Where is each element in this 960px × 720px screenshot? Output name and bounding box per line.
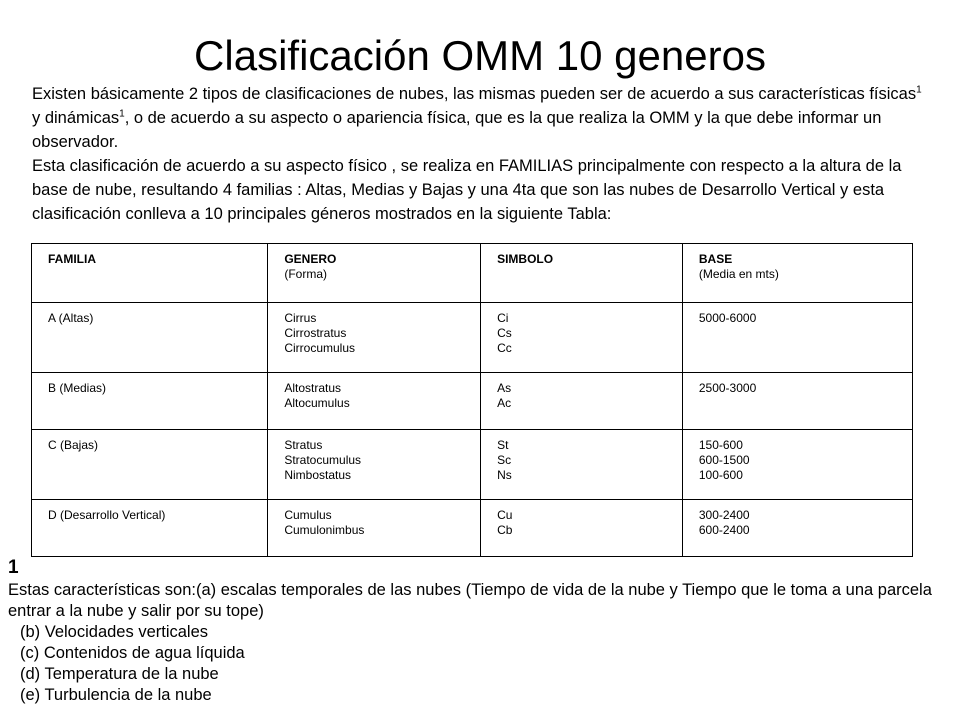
cell-familia xyxy=(32,500,268,557)
cell-base xyxy=(682,500,912,557)
familia-value: D (Desarrollo Vertical) xyxy=(48,508,166,522)
base-value: 600-1500 xyxy=(698,453,750,467)
header-familia-label: FAMILIA xyxy=(48,252,96,266)
familia-value: A (Altas) xyxy=(48,311,94,325)
genero-value: Stratus xyxy=(284,438,323,452)
simbolo-value: Sc xyxy=(497,453,512,467)
footnote-item: (e) Turbulencia de la nube xyxy=(20,686,212,704)
familia-value: C (Bajas) xyxy=(48,438,99,452)
base-value: 300-2400 xyxy=(698,508,750,522)
cell-genero xyxy=(268,430,481,500)
header-simbolo xyxy=(481,244,683,303)
header-base-label: BASE xyxy=(698,252,733,266)
cell-simbolo xyxy=(481,373,683,430)
footnote-item: (b) Velocidades verticales xyxy=(20,623,209,641)
header-genero-label: GENERO xyxy=(284,252,337,266)
cell-simbolo xyxy=(481,303,683,373)
cell-genero xyxy=(268,500,481,557)
table-header-row xyxy=(32,244,913,303)
simbolo-value: Cc xyxy=(497,341,512,355)
base-value: 600-2400 xyxy=(698,523,750,537)
cell-genero xyxy=(268,303,481,373)
simbolo-value: Ac xyxy=(497,396,512,410)
cell-simbolo xyxy=(481,500,683,557)
cell-base xyxy=(682,373,912,430)
header-familia xyxy=(32,244,268,303)
cell-familia xyxy=(32,303,268,373)
genero-value: Altocumulus xyxy=(284,396,350,410)
intro-p1-part-b: y dinámicas xyxy=(32,109,120,127)
simbolo-value: Cs xyxy=(497,326,512,340)
familia-value: B (Medias) xyxy=(48,381,107,395)
footnote-item: (c) Contenidos de agua líquida xyxy=(20,644,245,662)
footnote xyxy=(8,556,958,706)
base-value: 5000-6000 xyxy=(698,311,757,325)
cell-base xyxy=(682,430,912,500)
intro-p1-part-a: Existen básicamente 2 tipos de clasificaciones de nubes, las mismas pueden ser de acuerdo a sus características físicas xyxy=(32,85,917,103)
simbolo-value: Ci xyxy=(497,311,509,325)
table-row xyxy=(32,430,913,500)
simbolo-value: St xyxy=(497,438,509,452)
genero-value: Nimbostatus xyxy=(284,468,352,482)
genero-value: Stratocumulus xyxy=(284,453,362,467)
intro-p1-part-c: , o de acuerdo a su aspecto o apariencia física, que es la que realiza la OMM y la que debe informar un observador. xyxy=(32,109,882,151)
genero-value: Cumulonimbus xyxy=(284,523,365,537)
header-base xyxy=(682,244,912,303)
genero-value: Cirrostratus xyxy=(284,326,347,340)
cell-familia xyxy=(32,373,268,430)
table-row xyxy=(32,500,913,557)
table-row xyxy=(32,373,913,430)
intro-paragraph-1 xyxy=(32,82,932,154)
header-simbolo-label: SIMBOLO xyxy=(497,252,554,266)
intro-text xyxy=(32,82,932,226)
cell-simbolo xyxy=(481,430,683,500)
simbolo-value: As xyxy=(497,381,512,395)
base-value: 2500-3000 xyxy=(698,381,757,395)
genero-value: Cumulus xyxy=(284,508,332,522)
intro-paragraph-2: Esta clasificación de acuerdo a su aspecto físico , se realiza en FAMILIAS principalmente con respecto a la altura de la base de nube, resultando 4 familias : Altas, Medias y Bajas y una 4ta que son las nubes de Desarrollo Vertical y esta clasificación conlleva a 10 principales géneros mostrados en la siguiente Tabla: xyxy=(32,157,902,223)
simbolo-value: Cb xyxy=(497,523,513,537)
table-row xyxy=(32,303,913,373)
header-genero xyxy=(268,244,481,303)
header-base-sub: (Media en mts) xyxy=(698,267,779,281)
genero-value: Altostratus xyxy=(284,381,342,395)
superscript-2: 1 xyxy=(119,108,125,120)
simbolo-value: Cu xyxy=(497,508,513,522)
header-genero-sub: (Forma) xyxy=(284,267,327,281)
cloud-classification-table xyxy=(31,243,913,557)
footnote-item: (d) Temperatura de la nube xyxy=(20,665,219,683)
page-title: Clasificación OMM 10 generos xyxy=(194,32,766,79)
footnote-text: Estas características son:(a) escalas temporales de las nubes (Tiempo de vida de la nube y Tiempo que le toma a una parcela entrar a la nube y salir por su tope) xyxy=(8,581,932,620)
superscript-1: 1 xyxy=(916,84,922,96)
base-value: 150-600 xyxy=(698,438,743,452)
simbolo-value: Ns xyxy=(497,468,512,482)
cell-genero xyxy=(268,373,481,430)
footnote-number: 1 xyxy=(8,557,19,578)
cell-familia xyxy=(32,430,268,500)
cell-base xyxy=(682,303,912,373)
genero-value: Cirrus xyxy=(284,311,317,325)
base-value: 100-600 xyxy=(698,468,743,482)
genero-value: Cirrocumulus xyxy=(284,341,356,355)
